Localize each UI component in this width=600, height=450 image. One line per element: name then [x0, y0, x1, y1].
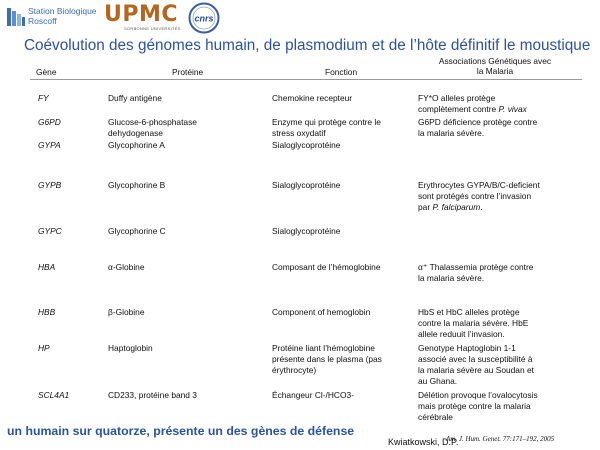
- upmc-wordmark: UPMC: [104, 2, 179, 27]
- row-association-line: la malaria sévère au Soudan et: [418, 365, 534, 375]
- row-protein-line: Duffy antigène: [108, 93, 162, 103]
- row-function: [272, 307, 370, 318]
- row-protein-line: Glycophorine C: [108, 226, 166, 236]
- row-protein-line: Glucose-6-phosphatase: [108, 117, 197, 127]
- row-function-line: Sialoglycoprotéine: [272, 140, 341, 150]
- cnrs-logo: [188, 2, 220, 34]
- row-protein: [108, 226, 166, 237]
- row-protein: [108, 390, 197, 401]
- row-function-line: érythrocyte): [272, 365, 317, 375]
- station-biologique-logo: [6, 5, 98, 35]
- row-association-line: la malaria sévère.: [418, 273, 485, 283]
- footer-statement: un humain sur quatorze, présente un des gènes de défense: [7, 424, 355, 438]
- row-association-line: allele reduuit l’invasion.: [418, 329, 505, 339]
- row-protein-line: dehydogenase: [108, 128, 163, 138]
- row-association-line: au Ghana.: [418, 376, 458, 386]
- row-gene: GYPC: [38, 226, 62, 236]
- row-gene: FY: [38, 93, 49, 103]
- row-gene: GYPB: [38, 180, 62, 190]
- row-association-line: Erythrocytes GYPA/B/C-deficient: [418, 180, 540, 190]
- row-association-line: complètement contre P. vivax: [418, 104, 527, 114]
- header-function: Fonction: [325, 67, 358, 77]
- row-function-line: Sialoglycoprotéine: [272, 226, 341, 236]
- header-protein: Protéine: [172, 67, 204, 77]
- row-protein-line: α-Globine: [108, 262, 145, 272]
- row-association-line: par P. falciparum.: [418, 202, 483, 212]
- row-association: [418, 93, 527, 115]
- upmc-logo: [104, 3, 184, 35]
- row-association-line: cérébrale: [418, 412, 453, 422]
- row-function-line: Sialoglycoprotéine: [272, 180, 341, 190]
- species-name: P. vivax: [498, 104, 527, 114]
- row-protein: [108, 93, 162, 104]
- citation-author: Kwiatkowski, D.P.: [388, 437, 459, 447]
- row-function: [272, 390, 354, 401]
- row-function: [272, 343, 382, 376]
- row-function: [272, 117, 381, 139]
- species-name: P. falciparum: [432, 202, 481, 212]
- row-function: [272, 180, 340, 191]
- row-association-line: HbS et HbC alleles protège: [418, 307, 520, 317]
- row-association: [418, 343, 534, 387]
- row-association-line: α⁺ Thalassemia protège contre: [418, 262, 534, 272]
- row-protein: [108, 343, 153, 354]
- row-function-line: Chemokine recepteur: [272, 93, 353, 103]
- header-divider: [30, 79, 582, 80]
- row-function-line: Component of hemoglobin: [272, 307, 371, 317]
- row-association-line: G6PD déficience protège contre: [418, 117, 538, 127]
- row-function-line: Enzyme qui protège contre le: [272, 117, 381, 127]
- row-function-line: Échangeur Cl-/HCO3-: [272, 390, 354, 400]
- row-gene: HP: [38, 343, 50, 353]
- row-protein: [108, 140, 165, 151]
- row-gene: GYPA: [38, 140, 61, 150]
- row-function: [272, 140, 340, 151]
- row-protein-line: Glycophorine B: [108, 180, 166, 190]
- row-function-line: stress oxydatif: [272, 128, 326, 138]
- header-associations: [410, 56, 580, 76]
- row-association-line: sont protégés contre l’invasion: [418, 191, 532, 201]
- row-protein: [108, 117, 197, 139]
- row-function-line: présente dans le plasma (pas: [272, 354, 382, 364]
- row-association: [418, 262, 533, 284]
- slide-title: Coévolution des génomes humain, de plasmodium et de l’hôte définitif le moustique: [24, 37, 591, 54]
- row-function: [272, 262, 380, 273]
- header-associations-line1: Associations Génétiques avec: [438, 56, 552, 66]
- row-protein-line: β-Globine: [108, 307, 145, 317]
- station-biologique-line1: Station Biologique: [28, 6, 97, 16]
- row-function: [272, 93, 352, 104]
- row-association-line: associé avec la susceptibilité à: [418, 354, 533, 364]
- row-association-line: FY*O alleles protège: [418, 93, 496, 103]
- row-function-line: Composant de l’hémoglobine: [272, 262, 381, 272]
- row-protein: [108, 180, 165, 191]
- row-association: [418, 180, 540, 213]
- row-association-line: Délétion provoque l’ovalocytosis: [418, 390, 538, 400]
- header-associations-line2: la Malaria: [476, 66, 514, 76]
- row-association-line: contre la malaria sévère. HbE: [418, 318, 529, 328]
- station-biologique-name: [28, 7, 97, 26]
- row-gene: G6PD: [38, 117, 61, 127]
- row-protein: [108, 262, 145, 273]
- row-protein: [108, 307, 144, 318]
- row-function: [272, 226, 340, 237]
- row-function-line: Protéine liant l’hémoglobine: [272, 343, 375, 353]
- station-biologique-mark-icon: [6, 6, 26, 28]
- upmc-subtitle: SORBONNE UNIVERSITÉS: [124, 26, 181, 31]
- row-association-line: Genotype Haptoglobin 1-1: [418, 343, 516, 353]
- station-biologique-line2: Roscoff: [28, 15, 57, 26]
- row-gene: HBB: [38, 307, 56, 317]
- row-gene: HBA: [38, 262, 56, 272]
- citation-reference: Am. J. Hum. Genet. 77:171–192, 2005: [446, 435, 555, 443]
- row-association-line: mais protège contre la malaria: [418, 401, 531, 411]
- cnrs-logo-text: cnrs: [194, 13, 214, 24]
- row-association: [418, 307, 528, 340]
- row-association-line: la malaria sévère.: [418, 128, 485, 138]
- row-gene: SCL4A1: [38, 390, 70, 400]
- row-protein-line: Glycophorine A: [108, 140, 165, 150]
- row-protein-line: Haptoglobin: [108, 343, 153, 353]
- row-protein-line: CD233, protéine band 3: [108, 390, 197, 400]
- row-association: [418, 117, 537, 139]
- row-association: [418, 390, 538, 423]
- header-gene: Gène: [36, 67, 57, 77]
